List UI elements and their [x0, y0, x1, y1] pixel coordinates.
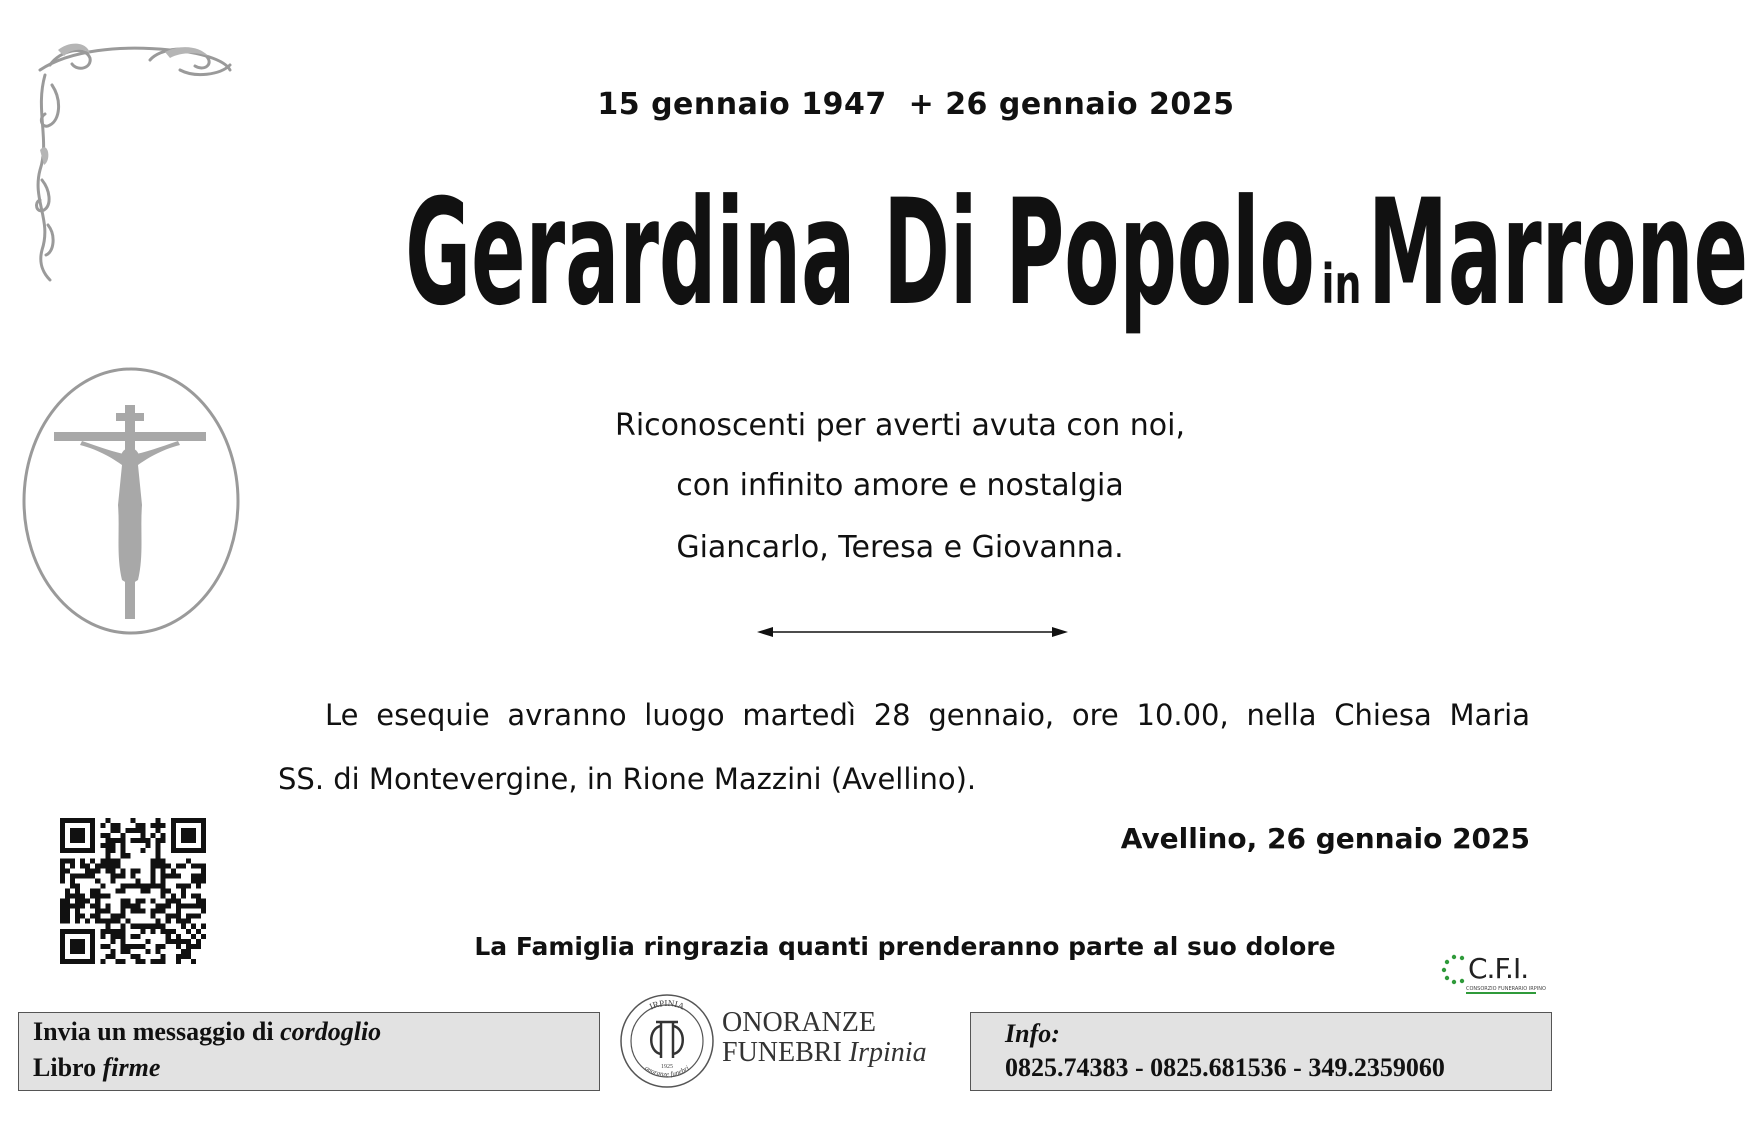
name-connector: in [1321, 253, 1362, 316]
onoranze-seal-icon [618, 992, 716, 1090]
message-line: con infinito amore e nostalgia [676, 468, 1124, 503]
date-separator: + [908, 87, 935, 122]
crucifix-icon [20, 365, 242, 637]
qr-code-icon[interactable] [60, 818, 206, 964]
guestbook-link[interactable]: Libro firme [33, 1053, 161, 1082]
logo-line1: ONORANZE [722, 1007, 876, 1038]
funeral-details-line: Le esequie avranno luogo martedì 28 gennaio, ore 10.00, nella Chiesa Maria [325, 698, 1530, 732]
cfi-logo-subtitle: CONSORZIO FUNERARIO IRPINO [1466, 986, 1546, 992]
death-date: 26 gennaio 2025 [945, 87, 1235, 122]
logo-line2: FUNEBRI Irpinia [722, 1037, 927, 1068]
seal-top-text: IRPINIA [647, 997, 686, 1012]
birth-date: 15 gennaio 1947 [597, 87, 887, 122]
cfi-logo-icon [1440, 950, 1546, 996]
corner-ornament-icon [30, 30, 240, 290]
cfi-logo-text: C.F.I. [1468, 952, 1529, 985]
life-dates [560, 52, 1250, 122]
funeral-details-line: SS. di Montevergine, in Rione Mazzini (Avellino). [278, 762, 977, 796]
name-first: Gerardina Di Popolo [405, 168, 1315, 338]
onoranze-logo-text [722, 1008, 927, 1068]
info-box [970, 1012, 1552, 1091]
family-thanks: La Famiglia ringrazia quanti prenderanno parte al suo dolore [474, 932, 1336, 961]
deceased-name [360, 168, 1748, 338]
place-date: Avellino, 26 gennaio 2025 [1120, 822, 1530, 855]
message-line: Riconoscenti per averti avuta con noi, [614, 408, 1186, 443]
seal-bottom-text: onoranze funebri [643, 1064, 691, 1079]
send-condolence-link[interactable]: Invia un messaggio di cordoglio [33, 1017, 382, 1046]
message-line: Giancarlo, Teresa e Giovanna. [676, 530, 1124, 565]
info-label: Info: [1005, 1019, 1060, 1048]
seal-year: 1925 [661, 1064, 673, 1070]
double-arrow-icon [755, 622, 1070, 642]
condolence-box[interactable] [18, 1012, 600, 1091]
svg-text:IRPINIA [648, 998, 687, 1012]
name-last: Marrone [1367, 168, 1748, 338]
info-phones[interactable]: 0825.74383 - 0825.681536 - 349.2359060 [1005, 1053, 1445, 1082]
